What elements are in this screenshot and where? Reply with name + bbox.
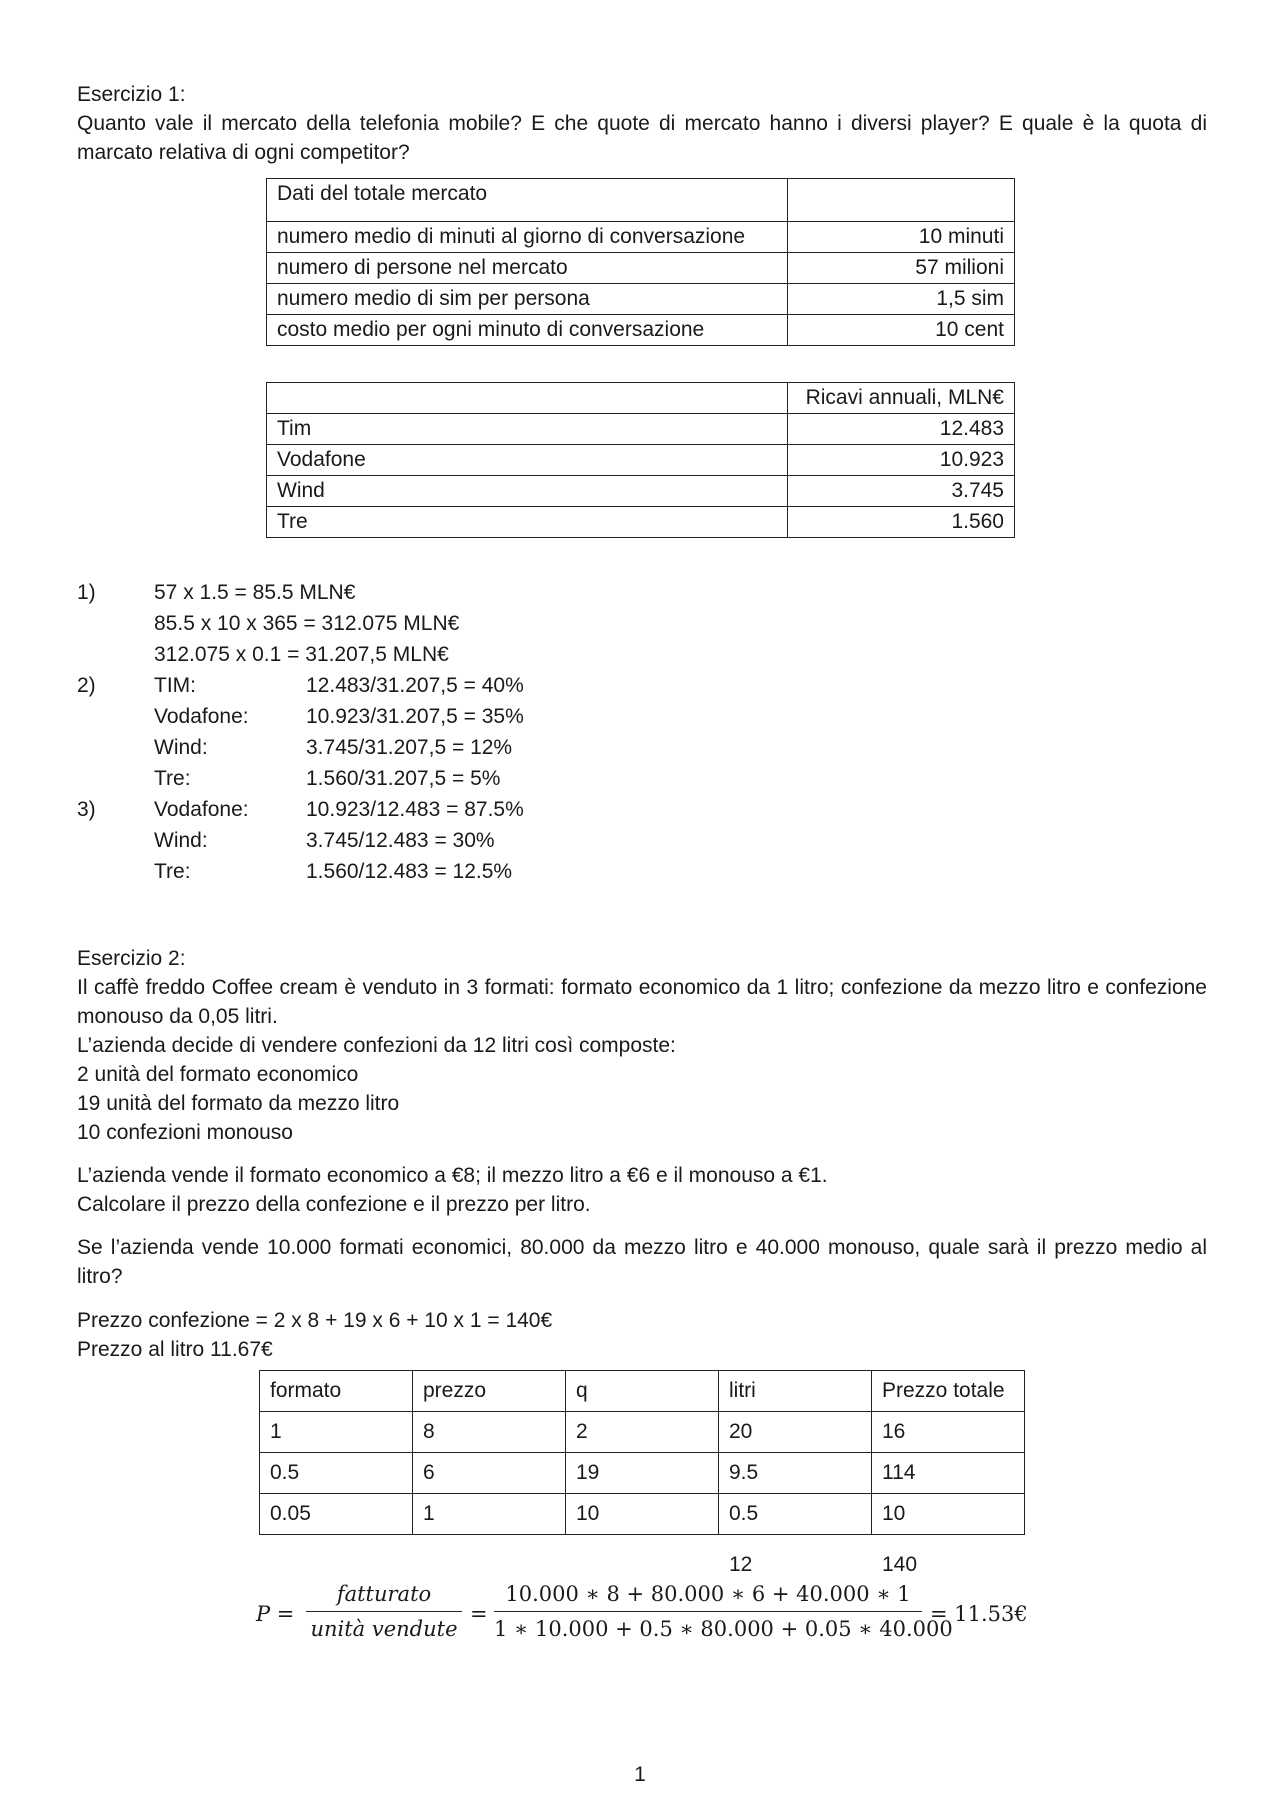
table-row (260, 1494, 1025, 1535)
format-table (259, 1370, 1025, 1535)
table-cell: 1 (260, 1412, 413, 1453)
table-row (267, 284, 1015, 315)
share-name: TIM: (154, 674, 196, 697)
solution-number: 2) (77, 674, 96, 697)
table-header-cell: prezzo (413, 1371, 566, 1412)
table-cell: 12.483 (788, 414, 1015, 445)
table-header-cell: formato (260, 1371, 413, 1412)
solution-line: 57 x 1.5 = 85.5 MLN€ (154, 581, 356, 604)
ex2-line: 10 confezioni monouso (77, 1121, 293, 1144)
total-liters: 12 (729, 1553, 753, 1576)
ex1-title: Esercizio 1: (77, 83, 186, 106)
table-cell: 0.5 (260, 1453, 413, 1494)
relative-share-name: Tre: (154, 860, 191, 883)
ex2-answer-line: Prezzo confezione = 2 x 8 + 19 x 6 + 10 x 1 = 140€ (77, 1309, 553, 1332)
table-cell: 10 cent (788, 315, 1015, 346)
table-cell: Wind (267, 476, 788, 507)
table-cell: 8 (413, 1412, 566, 1453)
ex1-question: Quanto vale il mercato della telefonia mobile? E che quote di mercato hanno i diversi player? E quale è la quota di marcato relativa di ogni competitor? (77, 112, 1207, 164)
table-cell: 114 (872, 1453, 1025, 1494)
formula-denominator: unità vendute (310, 1617, 458, 1641)
share-name: Wind: (154, 736, 208, 759)
ex2-line: 19 unità del formato da mezzo litro (77, 1092, 400, 1115)
relative-share-calc: 1.560/12.483 = 12.5% (306, 860, 513, 883)
table-cell: 3.745 (788, 476, 1015, 507)
table-cell: Tim (267, 414, 788, 445)
table-cell (788, 179, 1015, 222)
share-name: Tre: (154, 767, 191, 790)
total-price: 140 (882, 1553, 918, 1576)
table-cell: 1.560 (788, 507, 1015, 538)
formula-numerator: 10.000 ∗ 8 + 80.000 ∗ 6 + 40.000 ∗ 1 (505, 1582, 911, 1606)
table-row (260, 1371, 1025, 1412)
page-number: 1 (634, 1763, 646, 1786)
formula-lhs: P = (256, 1602, 295, 1626)
table-cell: 57 milioni (788, 253, 1015, 284)
table-row (267, 445, 1015, 476)
table-cell: 16 (872, 1412, 1025, 1453)
table-cell: 10 minuti (788, 222, 1015, 253)
formula-denominator: 1 ∗ 10.000 + 0.5 ∗ 80.000 + 0.05 ∗ 40.000 (494, 1617, 953, 1641)
table-row (267, 507, 1015, 538)
table-cell: 1 (413, 1494, 566, 1535)
market-table-header: Dati del totale mercato (267, 179, 788, 222)
market-data-table (266, 178, 1015, 346)
ex2-question: Se l’azienda vende 10.000 formati economici, 80.000 da mezzo litro e 40.000 monouso, quale sarà il prezzo medio al litro? (77, 1236, 1207, 1288)
formula-result: = 11.53€ (930, 1602, 1028, 1626)
ex2-title: Esercizio 2: (77, 947, 186, 970)
revenue-table (266, 382, 1015, 538)
table-cell: 10.923 (788, 445, 1015, 476)
table-cell: 9.5 (719, 1453, 872, 1494)
table-cell: Vodafone (267, 445, 788, 476)
share-calc: 3.745/31.207,5 = 12% (306, 736, 513, 759)
table-cell: Tre (267, 507, 788, 538)
solution-line: 85.5 x 10 x 365 = 312.075 MLN€ (154, 612, 460, 635)
ex2-line: 2 unità del formato economico (77, 1063, 359, 1086)
table-row (267, 315, 1015, 346)
formula-numerator: fatturato (336, 1582, 432, 1606)
table-cell: costo medio per ogni minuto di conversazione (267, 315, 788, 346)
table-header-cell: q (566, 1371, 719, 1412)
table-cell: numero di persone nel mercato (267, 253, 788, 284)
solution-number: 3) (77, 798, 96, 821)
table-row (267, 476, 1015, 507)
formula-fraction-2 (494, 1582, 953, 1641)
table-cell: 10 (566, 1494, 719, 1535)
solution-number: 1) (77, 581, 96, 604)
table-row (267, 414, 1015, 445)
table-cell: 19 (566, 1453, 719, 1494)
ex2-price-line: L’azienda vende il formato economico a €8; il mezzo litro a €6 e il monouso a €1. (77, 1164, 828, 1187)
table-cell: 2 (566, 1412, 719, 1453)
ex2-price-line: Calcolare il prezzo della confezione e il prezzo per litro. (77, 1193, 591, 1216)
table-cell: 20 (719, 1412, 872, 1453)
table-cell: numero medio di sim per persona (267, 284, 788, 315)
revenue-table-header: Ricavi annuali, MLN€ (788, 383, 1015, 414)
table-row (267, 179, 1015, 222)
table-cell: 0.5 (719, 1494, 872, 1535)
table-row (260, 1453, 1025, 1494)
share-calc: 10.923/31.207,5 = 35% (306, 705, 524, 728)
table-cell: 0.05 (260, 1494, 413, 1535)
table-cell: 6 (413, 1453, 566, 1494)
solution-line: 312.075 x 0.1 = 31.207,5 MLN€ (154, 643, 449, 666)
ex2-answer-line: Prezzo al litro 11.67€ (77, 1338, 273, 1361)
table-cell (267, 383, 788, 414)
share-calc: 1.560/31.207,5 = 5% (306, 767, 501, 790)
table-row (260, 1412, 1025, 1453)
relative-share-name: Vodafone: (154, 798, 249, 821)
share-calc: 12.483/31.207,5 = 40% (306, 674, 524, 697)
ex2-intro: Il caffè freddo Coffee cream è venduto in 3 formati: formato economico da 1 litro; confezione da mezzo litro e confezione monouso da 0,05 litri. (77, 976, 1207, 1028)
formula-fraction-1 (306, 1582, 462, 1641)
table-row (267, 383, 1015, 414)
relative-share-name: Wind: (154, 829, 208, 852)
share-name: Vodafone: (154, 705, 249, 728)
table-row (267, 222, 1015, 253)
table-cell: 10 (872, 1494, 1025, 1535)
table-cell: numero medio di minuti al giorno di conversazione (267, 222, 788, 253)
table-row (267, 253, 1015, 284)
ex2-line: L’azienda decide di vendere confezioni da 12 litri così composte: (77, 1034, 676, 1057)
relative-share-calc: 10.923/12.483 = 87.5% (306, 798, 524, 821)
formula-equals: = (470, 1602, 488, 1626)
table-cell: 1,5 sim (788, 284, 1015, 315)
table-header-cell: litri (719, 1371, 872, 1412)
table-header-cell: Prezzo totale (872, 1371, 1025, 1412)
relative-share-calc: 3.745/12.483 = 30% (306, 829, 495, 852)
